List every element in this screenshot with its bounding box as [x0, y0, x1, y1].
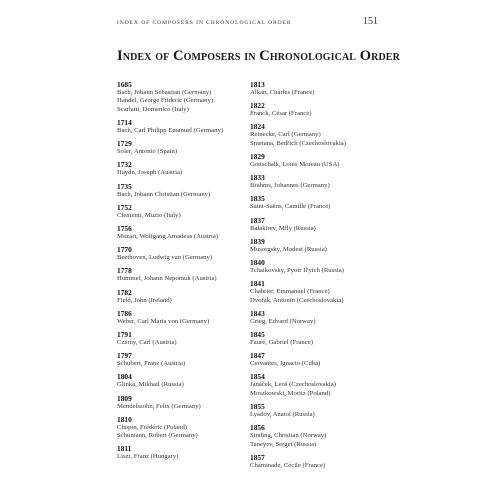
composer-name: Hummel, Johann Nepomuk (Austria): [117, 275, 217, 283]
composer-name: Field, John (Ireland): [117, 296, 172, 304]
index-entry: [250, 309, 380, 326]
index-entry: [250, 173, 380, 190]
composer-name: Schumann, Robert (Germany): [117, 432, 198, 440]
entry-year: 1791: [117, 330, 132, 340]
index-entry: [250, 258, 380, 275]
index-entry: [117, 394, 247, 411]
index-entry: [250, 402, 380, 419]
entry-year: 1813: [250, 80, 265, 89]
entry-year: 1752: [117, 202, 132, 212]
composer-name: Bach, Johann Sebastian (Germany): [117, 89, 212, 96]
entry-year: 1840: [250, 258, 265, 268]
index-entry: [250, 216, 380, 233]
index-entry: [117, 118, 247, 135]
composer-name: Janáček, Leoš (Czechoslovakia): [250, 381, 336, 389]
index-entry: [117, 288, 247, 305]
entry-year: 1857: [250, 452, 265, 462]
index-entry: [250, 423, 380, 449]
entry-year: 1732: [117, 160, 132, 170]
entry-year: 1835: [250, 194, 265, 204]
composer-name: Fauré, Gabriel (France): [250, 339, 313, 347]
index-column-right: [250, 80, 380, 474]
composer-name: Liszt, Franz (Hungary): [117, 453, 179, 461]
entry-year: 1735: [117, 181, 132, 191]
entry-year: 1811: [117, 444, 132, 454]
composer-name: Moszkowski, Moritz (Poland): [250, 389, 331, 397]
entry-year: 1824: [250, 122, 265, 132]
index-entry: [250, 101, 380, 118]
composer-name: Weber, Carl Maria von (Germany): [117, 317, 210, 325]
index-entry: [250, 152, 380, 169]
index-entry: [117, 160, 247, 177]
entry-year: 1841: [250, 279, 265, 289]
entry-year: 1854: [250, 372, 265, 382]
composer-name: Balakirev, Mily (Russia): [250, 224, 316, 232]
index-entry: [250, 351, 380, 368]
index-entry: [117, 444, 247, 461]
index-entry: [117, 80, 247, 114]
composer-name: Gottschalk, Louis Moreau (USA): [250, 161, 340, 169]
entry-year: 1778: [117, 266, 132, 276]
page-number: 151: [363, 16, 378, 27]
index-column-left: [117, 80, 247, 466]
index-entry: [117, 351, 247, 368]
entry-year: 1770: [117, 245, 132, 255]
composer-name: Czerny, Carl (Austria): [117, 339, 177, 347]
entry-year: 1804: [117, 372, 132, 382]
entry-year: 1782: [117, 287, 132, 297]
entry-year: 1839: [250, 236, 265, 246]
composer-name: Dvořák, Antonín (Czechoslovakia): [250, 296, 344, 304]
composer-name: Soler, Antonio (Spain): [117, 148, 178, 156]
entry-year: 1837: [250, 215, 265, 225]
composer-name: Handel, George Frideric (Germany): [117, 97, 214, 105]
composer-name: Haydn, Joseph (Austria): [117, 169, 183, 177]
composer-name: Alkan, Charles (France): [250, 89, 315, 96]
composer-name: Clementi, Muzio (Italy): [117, 211, 181, 219]
composer-name: Chabrier, Emmanuel (France): [250, 288, 330, 296]
index-entry: [250, 279, 380, 305]
index-entry: [250, 453, 380, 470]
index-entry: [117, 372, 247, 389]
index-entry: [250, 80, 380, 97]
entry-year: 1843: [250, 308, 265, 318]
entry-year: 1809: [117, 393, 132, 403]
index-entry: [117, 245, 247, 262]
index-entry: [250, 194, 380, 211]
entry-year: 1810: [117, 414, 132, 424]
index-entry: [117, 330, 247, 347]
composer-name: Scarlatti, Domenico (Italy): [117, 105, 189, 113]
composer-name: Bach, Johann Christian (Germany): [117, 190, 211, 198]
index-entry: [117, 224, 247, 241]
composer-name: Beethoven, Ludwig van (Germany): [117, 254, 213, 262]
index-entry: [117, 309, 247, 326]
composer-name: Glinka, Mikhail (Russia): [117, 381, 184, 389]
index-entry: [117, 139, 247, 156]
index-entry: [250, 372, 380, 398]
entry-year: 1714: [117, 118, 132, 128]
composer-name: Sinding, Christian (Norway): [250, 432, 327, 440]
composer-name: Lyadov, Anatol (Russia): [250, 411, 315, 419]
composer-name: Grieg, Edvard (Norway): [250, 317, 316, 325]
index-entry: [117, 203, 247, 220]
composer-name: Franck, César (France): [250, 110, 312, 118]
entry-year: 1855: [250, 402, 265, 412]
composer-name: Taneyev, Sergei (Russia): [250, 440, 317, 448]
index-entry: [117, 415, 247, 441]
composer-name: Musorgsky, Modest (Russia): [250, 245, 327, 253]
entry-year: 1797: [117, 351, 132, 361]
composer-name: Reinecke, Carl (Germany): [250, 131, 321, 139]
index-entry: [250, 330, 380, 347]
composer-name: Mendelssohn, Felix (Germany): [117, 402, 201, 410]
composer-name: Chopin, Frédéric (Poland): [117, 423, 188, 431]
entry-year: 1833: [250, 173, 265, 183]
entry-year: 1786: [117, 308, 132, 318]
entry-year: 1729: [117, 139, 132, 149]
entry-year: 1856: [250, 423, 265, 433]
composer-name: Chaminade, Cécile (France): [250, 461, 326, 469]
index-entry: [250, 122, 380, 148]
index-entry: [117, 266, 247, 283]
entry-year: 1756: [117, 224, 132, 234]
composer-name: Schubert, Franz (Austria): [117, 360, 186, 368]
composer-name: Cervantes, Ignacio (Cuba): [250, 360, 321, 368]
running-head: INDEX OF COMPOSERS IN CHRONOLOGICAL ORDER: [117, 20, 292, 26]
entry-year: 1685: [117, 80, 132, 89]
entry-year: 1822: [250, 101, 265, 111]
composer-name: Bach, Carl Philipp Emanuel (Germany): [117, 127, 224, 135]
entry-year: 1845: [250, 330, 265, 340]
entry-year: 1847: [250, 351, 265, 361]
index-entry: [117, 182, 247, 199]
entry-year: 1829: [250, 152, 265, 162]
composer-name: Brahms, Johannes (Germany): [250, 182, 330, 190]
index-entry: [250, 237, 380, 254]
page-title: Index of Composers in Chronological Order: [117, 48, 400, 64]
composer-name: Tchaikovsky, Pyotr Il'yich (Russia): [250, 267, 344, 275]
composer-name: Smetana, Bedřich (Czechoslovakia): [250, 139, 347, 147]
composer-name: Mozart, Wolfgang Amadeus (Austria): [117, 233, 219, 241]
composer-name: Saint-Saëns, Camille (France): [250, 203, 331, 211]
